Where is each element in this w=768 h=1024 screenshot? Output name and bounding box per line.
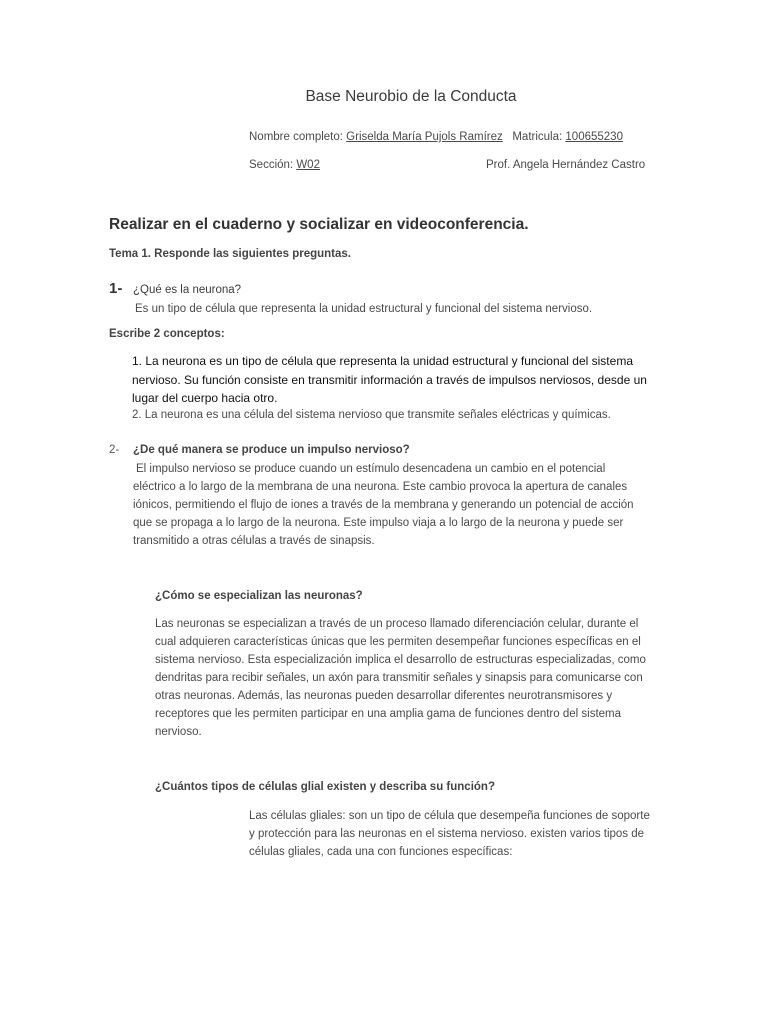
- concept-1: [132, 352, 652, 408]
- concept-2: 2. La neurona es una célula del sistema nervioso que transmite señales eléctricas y químicas.: [132, 409, 611, 421]
- q3-answer-line: otras neuronas. Además, las neuronas pueden desarrollar diferentes neurotransmisores y: [155, 690, 613, 702]
- q2-question: ¿De qué manera se produce un impulso nervioso?: [133, 444, 410, 456]
- q1-number: 1-: [109, 280, 123, 297]
- q3-answer: [155, 615, 665, 741]
- matricula-value: 100655230: [565, 131, 623, 143]
- q4-answer-line: y protección para las neuronas en el sistema nervioso. existen varios tipos de: [249, 828, 645, 840]
- q1-question: ¿Qué es la neurona?: [133, 284, 242, 296]
- q3-answer-line: dendritas para recibir señales, un axón para transmitir señales y sinapsis para comunicarse con: [155, 672, 643, 684]
- document-title: Base Neurobio de la Conducta: [305, 88, 517, 105]
- concept-1-line: nervioso. Su función consiste en transmitir información a través de impulsos nerviosos, desde un: [132, 372, 647, 387]
- tema-instruction: Tema 1. Responde las siguientes preguntas.: [109, 248, 351, 260]
- q3-answer-line: Las neuronas se especializan a través de un proceso llamado diferenciación celular, durante el: [155, 618, 639, 630]
- q3-answer-line: receptores que les permiten participar en una amplia gama de funciones dentro del sistema: [155, 708, 622, 720]
- q4-answer-line: Las células gliales: son un tipo de célula que desempeña funciones de soporte: [249, 810, 650, 822]
- q2-answer-line: iónicos, permitiendo el flujo de iones a través de la membrana y generando un potencial de acción: [133, 499, 634, 511]
- name-value: Griselda María Pujols Ramírez: [346, 131, 503, 143]
- q2-answer-line: eléctrico a lo largo de la membrana de una neurona. Este cambio provoca la apertura de canales: [133, 481, 628, 493]
- q3-answer-line: cual adquieren características únicas que les permiten desempeñar funciones específicas en el: [155, 636, 641, 648]
- matricula-label: Matricula:: [512, 131, 563, 143]
- name-line: [249, 131, 623, 143]
- seccion-label: Sección:: [249, 159, 294, 171]
- q4-question: ¿Cuántos tipos de células glial existen y describa su función?: [155, 781, 495, 793]
- concept-1-line: lugar del cuerpo hacia otro.: [132, 391, 278, 405]
- seccion-value: W02: [296, 159, 320, 171]
- q3-question: ¿Cómo se especializan las neuronas?: [155, 590, 363, 602]
- q2-answer-line: El impulso nervioso se produce cuando un estímulo desencadena un cambio en el potencial: [136, 463, 606, 475]
- q2-answer: [133, 460, 653, 550]
- q1-answer: Es un tipo de célula que representa la unidad estructural y funcional del sistema nervioso.: [135, 303, 593, 315]
- q3-answer-line: nervioso.: [155, 726, 202, 738]
- q4-answer-line: células gliales, cada una con funciones específicas:: [249, 846, 513, 858]
- seccion-line: [249, 159, 320, 171]
- q3-answer-line: sistema nervioso. Esta especialización implica el desarrollo de estructuras especializadas, como: [155, 654, 646, 666]
- q4-answer: [249, 807, 669, 861]
- q2-number: 2-: [109, 444, 120, 456]
- q2-answer-line: transmitido a otras células a través de sinapsis.: [133, 535, 375, 547]
- professor-name: Prof. Angela Hernández Castro: [486, 159, 646, 171]
- concepts-label: Escribe 2 conceptos:: [109, 328, 225, 340]
- name-label: Nombre completo:: [249, 131, 343, 143]
- concept-1-line: 1. La neurona es un tipo de célula que representa la unidad estructural y funcional del sistema: [132, 354, 633, 368]
- assignment-heading: Realizar en el cuaderno y socializar en videoconferencia.: [109, 216, 529, 233]
- q2-answer-line: que se propaga a lo largo de la neurona. Este impulso viaja a lo largo de la neurona y puede ser: [133, 517, 624, 529]
